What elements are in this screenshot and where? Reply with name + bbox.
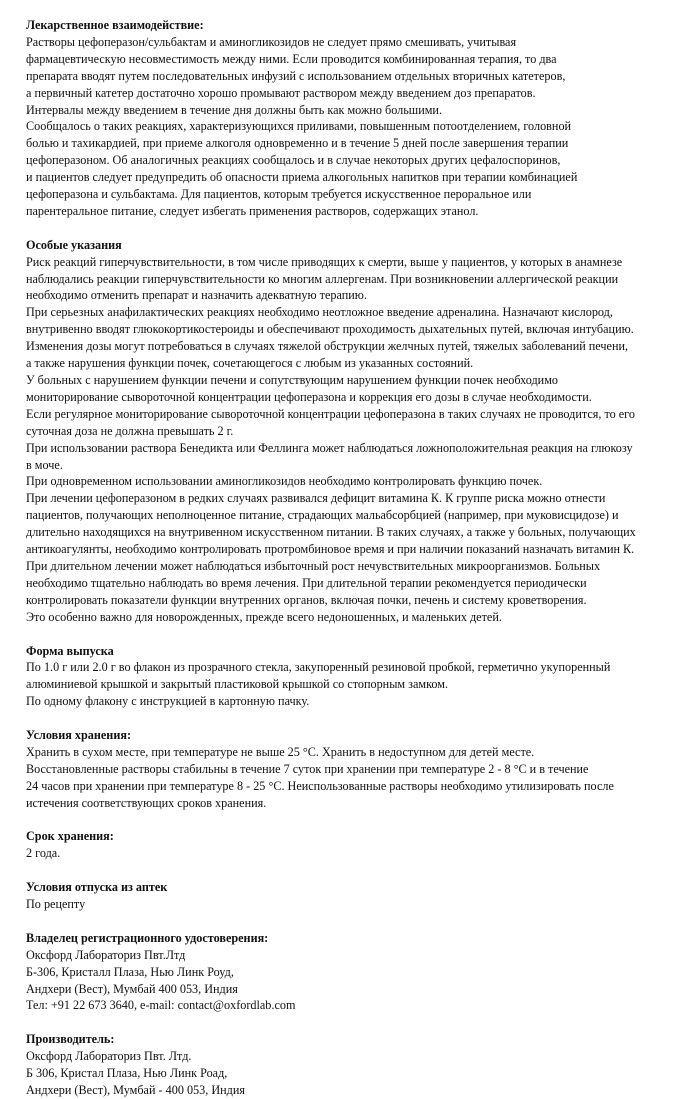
text-line: а также нарушения функции почек, сочетающегося с любым из указанных состояний. (26, 356, 474, 371)
text-line: пациентов, получающих неполноценное питание, страдающих мальабсорбцией (например, при муковисцидозе) и (26, 508, 619, 523)
text-line: По рецепту (26, 897, 86, 912)
text-line: Тел: +91 22 673 3640, e-mail: contact@oxfordlab.com (26, 998, 296, 1013)
section-dispensing-conditions (26, 879, 660, 913)
text-line: наблюдались реакции гиперчувствительности ко многим аллергенам. При возникновении аллергической реакции (26, 271, 619, 286)
text-line: Б 306, Кристал Плаза, Нью Линк Роад, (26, 1066, 228, 1081)
text-line: внутривенно вводят глюкокортикостероиды и обеспечивают проходимость дыхательных путей, включая интубацию. (26, 322, 634, 337)
text-line: Б-306, Кристалл Плаза, Нью Линк Роуд, (26, 964, 234, 979)
text-line: антикоагулянты, необходимо контролировать протромбиновое время и при наличии показаний назначать витамин К. (26, 542, 635, 557)
text-line: При использовании раствора Бенедикта или Феллинга может наблюдаться ложноположительная реакция на глюкозу (26, 440, 633, 455)
text-line: алюминиевой крышкой и закрытый пластиковой крышкой со стопорным замком. (26, 677, 449, 692)
section-heading: Срок хранения: (26, 829, 114, 844)
section-heading: Условия хранения: (26, 728, 132, 743)
section-heading: Лекарственное взаимодействие: (26, 18, 204, 32)
text-line: При длительном лечении может наблюдаться избыточный рост нечувствительных микроорганизмов. Больных (26, 558, 601, 573)
text-line: При одновременном использовании аминогликозидов необходимо контролировать функцию почек. (26, 474, 543, 489)
text-line: По 1.0 г или 2.0 г во флакон из прозрачного стекла, закупоренный резиновой пробкой, герметично укупоренный (26, 660, 611, 675)
section-heading: Форма выпуска (26, 643, 114, 658)
text-line: препарата вводят путем последовательных инфузий с использованием отдельных вторичных катетеров, (26, 68, 566, 83)
text-line: Риск реакций гиперчувствительности, в том числе приводящих к смерти, выше у пациентов, у которых в анамнезе (26, 254, 623, 269)
text-line: Интервалы между введением в течение дня должны быть как можно большими. (26, 102, 442, 117)
section-manufacturer (26, 1031, 660, 1099)
text-line: 24 часов при хранении при температуре 8 - 25 °С. Неиспользованные растворы необходимо утилизировать после (26, 778, 614, 793)
section-release-form (26, 643, 660, 711)
section-heading: Особые указания (26, 237, 122, 252)
text-line: Восстановленные растворы стабильны в течение 7 суток при хранении при температуре 2 - 8 °С и в течение (26, 761, 589, 776)
text-line: цефоперазона и сульбактама. Для пациентов, которым требуется искусственное пероральное или (26, 187, 532, 202)
section-drug-interactions (26, 17, 660, 220)
text-line: Это особенно важно для новорожденных, прежде всего недоношенных, и маленьких детей. (26, 609, 502, 624)
text-line: Оксфорд Лабораториз Пвт. Лтд. (26, 1049, 192, 1064)
text-line: фармацевтическую несовместимость между ними. Если проводится комбинированная терапия, то два (26, 51, 557, 66)
text-line: При серьезных анафилактических реакциях необходимо неотложное введение адреналина. Назначают кислород, (26, 305, 613, 320)
text-line: Сообщалось о таких реакциях, характеризующихся приливами, повышенным потоотделением, головной (26, 119, 572, 134)
section-storage-conditions (26, 727, 660, 812)
text-line: Андхери (Вест), Мумбай 400 053, Индия (26, 981, 238, 996)
text-line: а первичный катетер достаточно хорошо промывают раствором между введением доз препаратов. (26, 85, 536, 100)
text-line: болью и тахикардией, при приеме алкоголя одновременно и в течение 5 дней после завершения терапии (26, 136, 569, 151)
section-heading: Условия отпуска из аптек (26, 880, 168, 895)
text-line: Оксфорд Лабораториз Пвт.Лтд (26, 947, 186, 962)
section-heading: Владелец регистрационного удостоверения: (26, 930, 269, 945)
text-line: суточная доза не должна превышать 2 г. (26, 423, 234, 438)
text-line: необходимо тщательно наблюдать во время лечения. При длительной терапии рекомендуется периодически (26, 575, 587, 590)
text-line: и пациентов следует предупредить об опасности приема алкогольных напитков при терапии комбинацией (26, 170, 578, 185)
text-line: парентеральное питание, следует избегать применения растворов, содержащих этанол. (26, 203, 479, 218)
text-line: Хранить в сухом месте, при температуре не выше 25 °С. Хранить в недоступном для детей месте. (26, 744, 535, 759)
text-line: длительно находящихся на внутривенном искусственном питании. В таких случаях, а также у больных, получающих (26, 525, 636, 540)
text-line: контролировать показатели функции внутренних органов, включая почки, печень и систему кроветворения. (26, 592, 587, 607)
text-line: мониторирование сывороточной концентрации цефоперазона и коррекция его дозы в случае необходимости. (26, 389, 592, 404)
text-line: У больных с нарушением функции печени и сопутствующим нарушением функции почек необходимо (26, 373, 559, 388)
text-line: Растворы цефоперазон/сульбактам и аминогликозидов не следует прямо смешивать, учитывая (26, 34, 517, 49)
section-shelf-life (26, 828, 660, 862)
text-line: По одному флакону с инструкцией в картонную пачку. (26, 694, 310, 709)
section-special-instructions (26, 237, 660, 626)
text-line: цефоперазоном. Об аналогичных реакциях сообщалось и в случае некоторых других цефалоспоринов, (26, 153, 561, 168)
text-line: истечения соответствующих сроков хранения. (26, 795, 267, 810)
text-line: в моче. (26, 457, 63, 472)
text-line: Андхери (Вест), Мумбай - 400 053, Индия (26, 1082, 245, 1097)
text-line: Изменения дозы могут потребоваться в случаях тяжелой обструкции желчных путей, тяжелых заболеваний печени, (26, 339, 629, 354)
section-heading: Производитель: (26, 1032, 115, 1047)
section-registration-holder (26, 930, 660, 1015)
text-line: 2 года. (26, 846, 61, 861)
text-line: Если регулярное мониторирование сывороточной концентрации цефоперазона в таких случаях не проводится, то его (26, 406, 635, 421)
text-line: необходимо отменить препарат и назначить адекватную терапию. (26, 288, 367, 303)
text-line: При лечении цефоперазоном в редких случаях развивался дефицит витамина К. К группе риска можно отнести (26, 491, 606, 506)
